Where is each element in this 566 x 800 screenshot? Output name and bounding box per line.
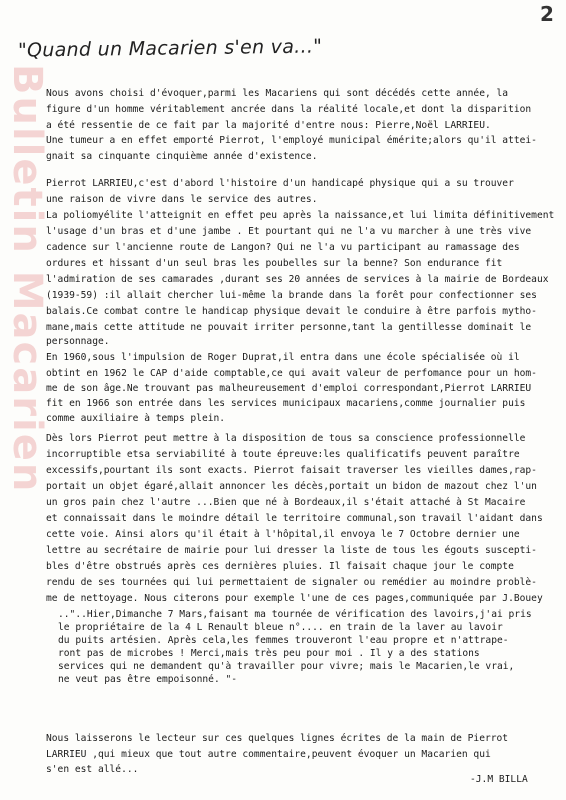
text-line: me de nettoyage. Nous citerons pour exemple l'une de ces pages,communiquée par J.Bouey bbox=[46, 593, 543, 604]
text-line: cette voie. Ainsi alors qu'il était à l'hôpital,il envoya le 7 Octobre dernier une bbox=[46, 529, 520, 540]
text-line: personnage. bbox=[46, 336, 110, 347]
text-line: a été ressentie de ce fait par la majorité d'entre nous: Pierre,Noël LARRIEU. bbox=[46, 120, 491, 131]
text-line: s'en est allé... bbox=[46, 764, 139, 775]
watermark-stamp bbox=[4, 60, 68, 800]
text-line: et connaissait dans le moindre détail le territoire communal,son travail l'aidant dans bbox=[46, 513, 543, 524]
text-line: incorruptible etsa serviabilité à toute épreuve:les qualificatifs peuvent paraître bbox=[46, 449, 520, 460]
text-line: l'admiration de ses camarades ,durant ses 20 années de services à la mairie de Bordeaux bbox=[46, 274, 549, 285]
text-line: obtint en 1962 le CAP d'aide comptable,ce qui avait valeur de perfomance pour un hom- bbox=[46, 368, 537, 379]
text-line: Nous avons choisi d'évoquer,parmi les Macariens qui sont décédés cette année, la bbox=[46, 88, 509, 99]
article-title: "Quand un Macarien s'en va..." bbox=[17, 35, 323, 62]
text-line: fit en 1966 son entrée dans les services municipaux macariens,comme journalier puis bbox=[46, 398, 526, 409]
quote-line: services qui ne demandent qu'à travailler pour vivre; mais le Macarien,le vrai, bbox=[58, 661, 515, 672]
text-line: figure d'un homme véritablement ancrée dans la réalité locale,et dont la disparition bbox=[46, 104, 532, 115]
text-line: lettre au secrétaire de mairie pour lui dresser la liste de tous les égouts suscepti- bbox=[46, 545, 537, 556]
text-line: (1939-59) :il allait chercher lui-même la brande dans la forêt pour confectionner ses bbox=[46, 290, 537, 301]
watermark-text: Bulletin Macarien bbox=[4, 64, 50, 494]
text-line: cadence sur l'ancienne route de Langon? Qui ne l'a vu participant au ramassage des bbox=[46, 242, 520, 253]
text-line: me de son âge.Ne trouvant pas malheureusement d'emploi correspondant,Pierrot LARRIEU bbox=[46, 383, 532, 394]
text-line: une raison de vivre dans le service des autres. bbox=[46, 194, 318, 205]
text-line: Pierrot LARRIEU,c'est d'abord l'histoire d'un handicapé physique qui a su trouver bbox=[46, 178, 514, 189]
author-signature: -J.M BILLA bbox=[470, 774, 528, 785]
quote-line: ront pas de microbes ! Merci,mais très peu pour moi . Il y a des stations bbox=[58, 648, 480, 659]
text-line: En 1960,sous l'impulsion de Roger Duprat,il entra dans une école spécialisée où il bbox=[46, 352, 520, 363]
text-line: Dès lors Pierrot peut mettre à la disposition de tous sa conscience professionnelle bbox=[46, 433, 526, 444]
text-line: ordures et hissant d'un seul bras les poubelles sur la benne? Son endurance fit bbox=[46, 258, 503, 269]
text-line: Nous laisserons le lecteur sur ces quelques lignes écrites de la main de Pierrot bbox=[46, 733, 509, 744]
text-line: La poliomyélite l'atteignit en effet peu après la naissance,et lui limita définitivement bbox=[46, 210, 555, 221]
text-line: gnait sa cinquante cinquième année d'existence. bbox=[46, 151, 318, 162]
text-line: excessifs,pourtant ils sont exacts. Pierrot faisait traverser les vieilles dames,rap- bbox=[46, 465, 537, 476]
text-line: comme auxiliaire à temps plein. bbox=[46, 413, 226, 424]
text-line: balais.Ce combat contre le handicap physique devait le conduire à être parfois mytho- bbox=[46, 306, 537, 317]
text-line: l'usage d'un bras et d'une jambe . Et pourtant qui ne l'a vu marcher à une très vive bbox=[46, 226, 532, 237]
text-line: LARRIEU ,qui mieux que tout autre commentaire,peuvent évoquer un Macarien qui bbox=[46, 749, 491, 760]
quote-line: du puits artésien. Après cela,les femmes trouveront l'eau propre et n'attrape- bbox=[58, 635, 509, 646]
quote-line: .."..Hier,Dimanche 7 Mars,faisant ma tournée de vérification des lavoirs,j'ai pris bbox=[58, 609, 532, 620]
text-line: mane,mais cette attitude ne pouvait irriter personne,tant la gentillesse dominait le bbox=[46, 322, 532, 333]
page-number: 2 bbox=[540, 2, 554, 26]
text-line: bles d'être obstrués après ces dernières pluies. Il faisait chaque jour le compte bbox=[46, 561, 514, 572]
text-line: Une tumeur a en effet emporté Pierrot, l'employé municipal émérite;alors qu'il attei- bbox=[46, 135, 537, 146]
quote-line: ne veut pas être empoisonné. "- bbox=[58, 674, 238, 685]
quote-line: le propriétaire de la 4 L Renault bleue n°.... en train de la laver au lavoir bbox=[58, 622, 503, 633]
text-line: rendu de ses tournées qui lui permettaient de signaler ou remédier au moindre problè- bbox=[46, 577, 537, 588]
text-line: portait un objet égaré,allait annoncer les décès,portait un bidon de mazout chez l'un bbox=[46, 481, 537, 492]
text-line: un gros pain chez l'autre ...Bien que né à Bordeaux,il s'était attaché à St Macaire bbox=[46, 497, 526, 508]
